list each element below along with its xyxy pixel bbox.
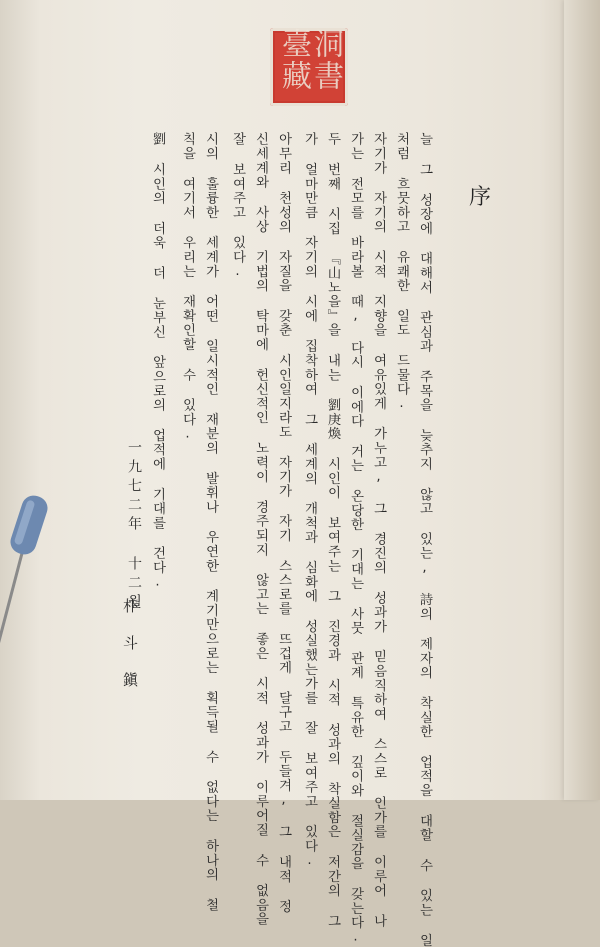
text-column: 가 얼마만큼 자기의 시에 집착하여 그 세계의 개척과 심화에 성실했는가를 잘 보여주고 있다.: [302, 132, 317, 870]
text-column: 아무리 천성의 자질을 갖춘 시인일지라도 자기가 자기 스스로를 뜨겁게 달구고 두들겨, 그 내적 정: [276, 132, 291, 914]
text-column: 늘 그 성장에 대해서 관심과 주목을 늦추지 않고 있는, 詩의 제자의 착실한 업적을 대할 수 있는 일: [417, 132, 432, 947]
seal-glyphs: 洞書臺藏: [276, 28, 343, 92]
text-column: 劉 시인의 더욱 더 눈부신 앞으로의 업적에 기대를 건다.: [150, 132, 165, 591]
page-edge: [564, 0, 600, 800]
pen-cap-icon: [0, 495, 70, 645]
text-column: 가는 전모를 바라볼 때, 다시 이에다 거는 온당한 기대는 사뭇 관계 특유한 깊이와 절실감을 갖는다.: [348, 132, 363, 946]
text-column: 두 번째 시집 『山노을』을 내는 劉庚煥 시인이 보여주는 그 진경과 시적 성과의 착실함은 저간의 그: [325, 132, 340, 928]
page-title: 序: [469, 185, 492, 210]
text-column: 신세계와 사상 기법의 탁마에 헌신적인 노력이 경주되지 않고는 좋은 시적 성과가 이루어질 수 없음을: [253, 132, 268, 927]
text-column: 자기가 자기의 시적 지향을 여유있게 가누고, 그 경진의 성과가 믿음직하여 스스로 인가를 이루어 나: [371, 132, 386, 928]
text-column: 처럼 흐뭇하고 유쾌한 일도 드물다.: [394, 132, 409, 413]
text-column: 시의 훌륭한 세계가 어떤 일시적인 재분의 발휘나 우연한 계기만으로는 획득될 수 없다는 하나의 철: [203, 132, 218, 912]
text-column: 잘 보여주고 있다.: [230, 132, 245, 281]
red-seal-stamp: [270, 28, 348, 106]
text-column: 칙을 여기서 우리는 재확인할 수 있다.: [180, 132, 195, 443]
dateline: 一九七二年 十二월: [126, 440, 142, 613]
author-name: 朴斗鎭: [121, 598, 139, 709]
